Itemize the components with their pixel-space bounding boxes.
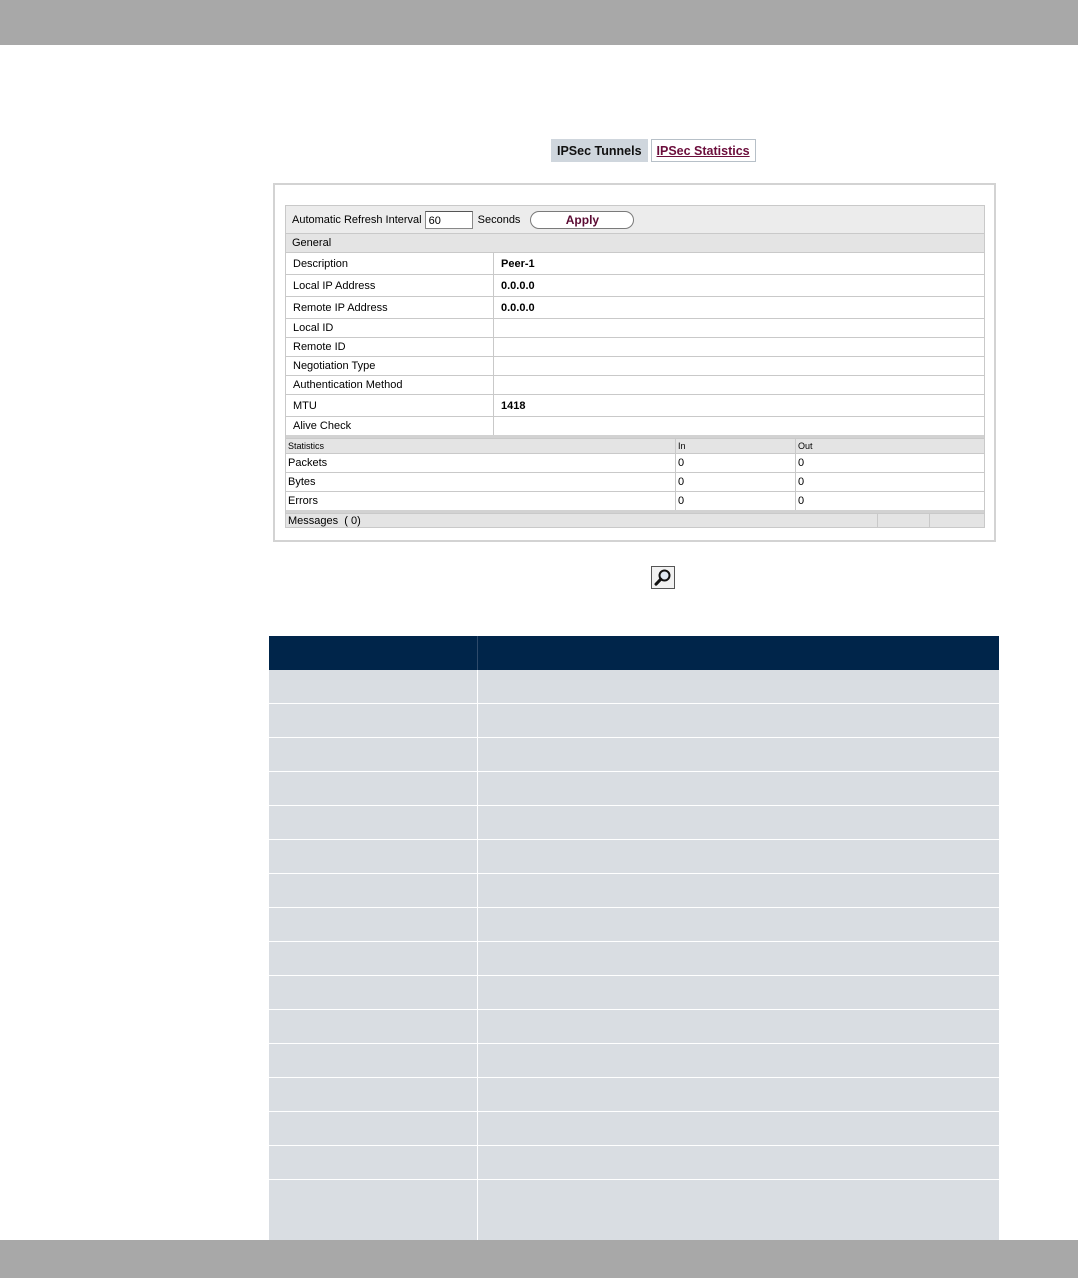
refresh-interval-input[interactable]: 60	[425, 211, 473, 229]
table-row	[269, 874, 999, 908]
general-row	[285, 337, 985, 356]
table-header-row	[269, 636, 999, 670]
table-row	[269, 1112, 999, 1146]
general-row	[285, 318, 985, 337]
statistics-header: Statistics	[286, 439, 676, 453]
out-column-header: Out	[798, 441, 813, 451]
row-value	[494, 319, 501, 337]
stat-label: Bytes	[286, 473, 676, 491]
page-header-band	[0, 0, 1078, 45]
tab-ipsec-tunnels[interactable]: IPSec Tunnels	[551, 139, 648, 162]
row-label: Remote IP Address	[286, 297, 494, 318]
row-label: Description	[286, 253, 494, 274]
general-row	[285, 394, 985, 416]
tab-ipsec-statistics[interactable]: IPSec Statistics	[651, 139, 756, 162]
stat-in-value: 0	[676, 492, 796, 510]
stat-out-value: 0	[798, 457, 805, 469]
table-row	[269, 772, 999, 806]
general-row	[285, 356, 985, 375]
table-row	[269, 1078, 999, 1112]
apply-button[interactable]: Apply	[530, 211, 634, 229]
row-label: Local ID	[286, 319, 494, 337]
row-label: Local IP Address	[286, 275, 494, 296]
general-row	[285, 296, 985, 318]
messages-title: Messages	[288, 514, 339, 527]
field-description-table	[269, 636, 999, 1245]
page-footer-band	[0, 1240, 1078, 1278]
tab-bar	[551, 139, 756, 164]
statistics-row	[285, 453, 985, 472]
general-row	[285, 416, 985, 435]
table-row	[269, 738, 999, 772]
row-value	[494, 338, 501, 356]
row-label: Authentication Method	[286, 376, 494, 394]
table-row	[269, 1146, 999, 1180]
statistics-screenshot-panel	[273, 183, 996, 542]
table-row	[269, 942, 999, 976]
refresh-interval-label: Automatic Refresh Interval	[292, 213, 422, 226]
row-value	[494, 417, 501, 435]
stat-in-value: 0	[676, 454, 796, 472]
table-row	[269, 1044, 999, 1078]
statistics-form	[285, 205, 985, 528]
messages-cell	[878, 514, 930, 527]
row-value: 1418	[501, 399, 526, 412]
table-row	[269, 976, 999, 1010]
row-value: 0.0.0.0	[501, 279, 535, 292]
stat-label: Packets	[286, 454, 676, 472]
row-value: Peer-1	[501, 257, 535, 270]
row-value	[494, 357, 501, 375]
stat-out-value: 0	[798, 495, 805, 507]
general-row	[285, 375, 985, 394]
refresh-bar	[285, 205, 985, 233]
messages-count: ( 0)	[344, 514, 361, 527]
in-column-header: In	[676, 439, 796, 453]
table-row	[269, 1010, 999, 1044]
messages-label	[286, 514, 878, 527]
row-label: MTU	[286, 395, 494, 416]
row-label: Negotiation Type	[286, 357, 494, 375]
general-row	[285, 252, 985, 274]
general-section-header: General	[285, 233, 985, 252]
row-label: Remote ID	[286, 338, 494, 356]
stat-out-value: 0	[798, 476, 805, 488]
general-row	[285, 274, 985, 296]
row-value	[494, 376, 501, 394]
table-row	[269, 1180, 999, 1245]
table-row	[269, 704, 999, 738]
table-header-cell	[269, 636, 478, 670]
table-row	[269, 840, 999, 874]
table-row	[269, 670, 999, 704]
table-row	[269, 806, 999, 840]
stat-in-value: 0	[676, 473, 796, 491]
row-label: Alive Check	[286, 417, 494, 435]
statistics-row	[285, 472, 985, 491]
refresh-unit-label: Seconds	[477, 213, 521, 226]
statistics-row	[285, 491, 985, 510]
messages-row	[285, 513, 985, 528]
table-row	[269, 908, 999, 942]
row-value: 0.0.0.0	[501, 301, 535, 314]
statistics-header-row	[285, 438, 985, 453]
stat-label: Errors	[286, 492, 676, 510]
table-header-cell	[478, 636, 1000, 670]
magnifier-icon[interactable]	[651, 566, 675, 589]
